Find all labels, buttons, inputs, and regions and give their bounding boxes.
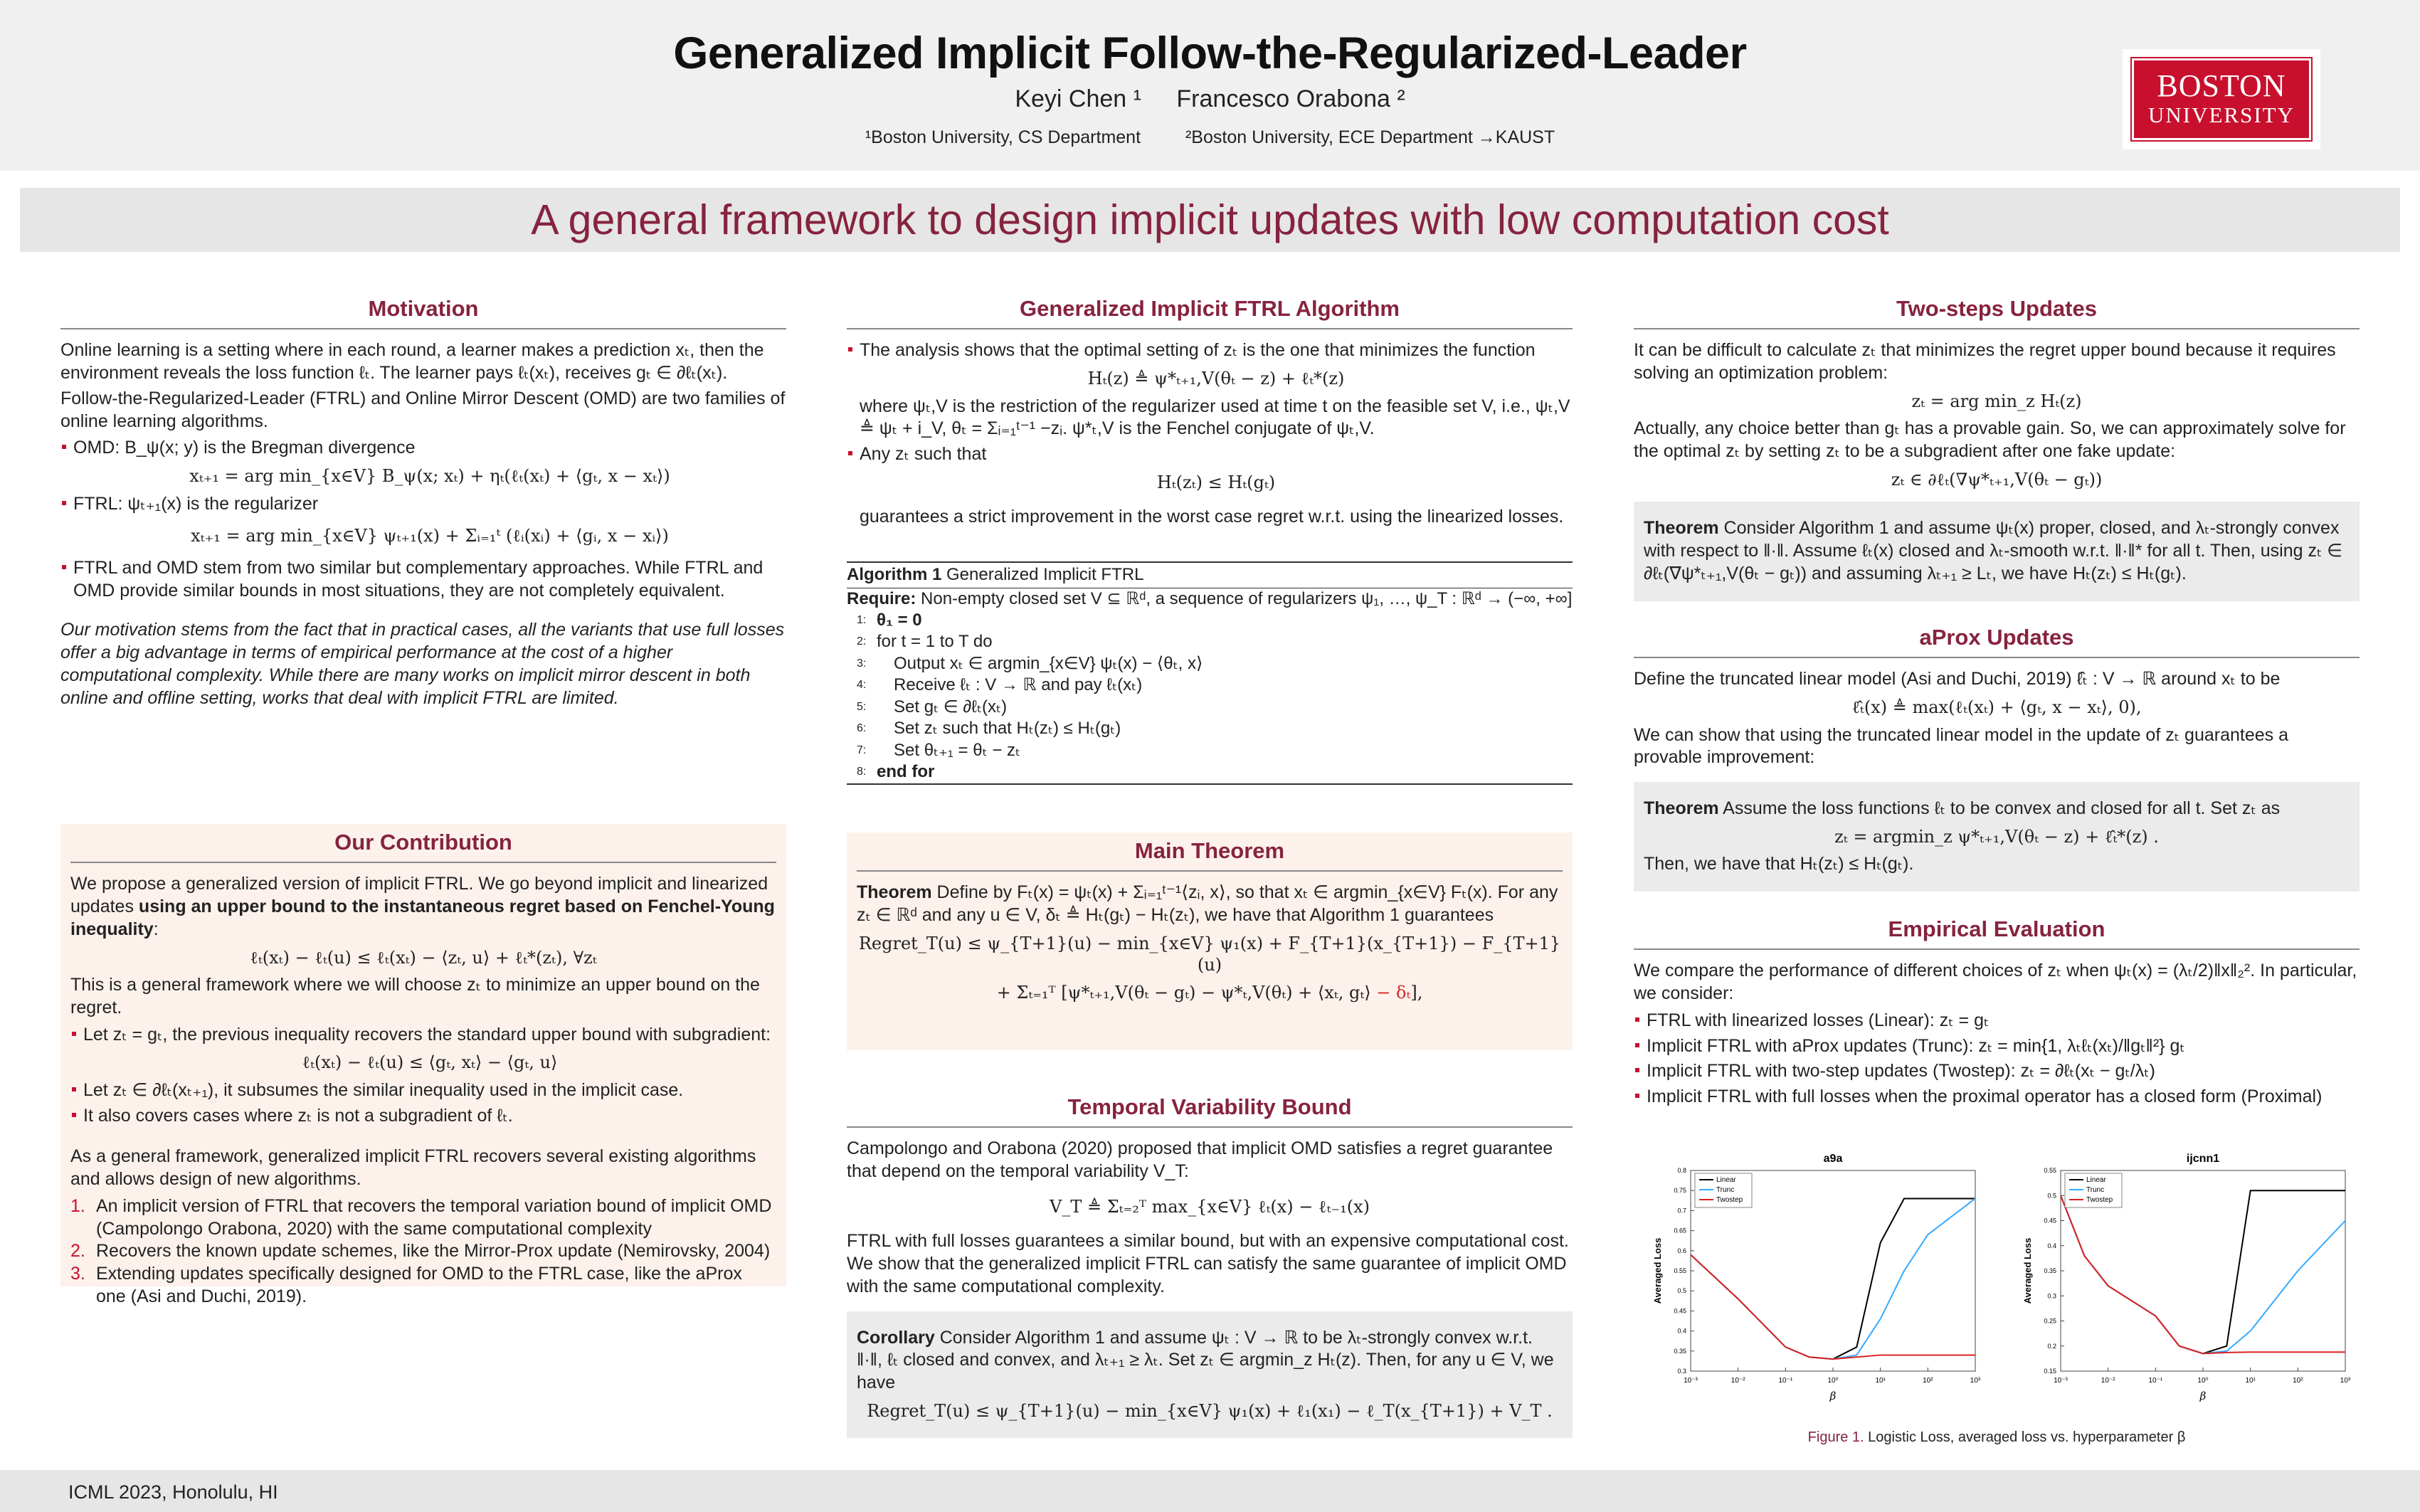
x-tick-label: 10²: [1923, 1377, 1933, 1385]
equation: xₜ₊₁ = arg min_{x∈V} B_ψ(x; xₜ) + ηₜ(ℓₜ(xₜ) + ⟨gₜ, x − xₜ⟩): [189, 466, 670, 487]
bullet: Implicit FTRL with two-step updates (Twostep): zₜ = ∂ℓₜ(xₜ − gₜ/λₜ): [1634, 1060, 2360, 1083]
y-tick-label: 0.75: [1674, 1187, 1686, 1195]
legend-label: Twostep: [2086, 1196, 2113, 1204]
x-axis-label: β: [2199, 1390, 2207, 1402]
affiliation-1: ¹Boston University, CS Department: [865, 127, 1141, 147]
algorithm-line: 2: for t = 1 to T do: [857, 632, 993, 652]
x-tick-label: 10⁰: [1827, 1377, 1839, 1385]
y-tick-label: 0.7: [1677, 1207, 1686, 1215]
bullet-omd: OMD: B_ψ(x; y) is the Bregman divergence xₜ₊₁ = arg min_{x∈V} B_ψ(x; xₜ) + ηₜ(ℓₜ(xₜ) + ⟨gₜ, x − xₜ⟩): [60, 437, 786, 487]
corollary-box: [847, 1311, 1573, 1438]
legend-label: Trunc: [1716, 1186, 1735, 1194]
legend-label: Linear: [2086, 1176, 2106, 1184]
x-tick-label: 10⁻³: [1684, 1377, 1698, 1385]
main-theorem-section: [847, 832, 1573, 1050]
logo-line2: UNIVERSITY: [2148, 102, 2295, 127]
y-tick-label: 0.15: [2044, 1368, 2056, 1375]
y-tick-label: 0.4: [2047, 1242, 2056, 1249]
x-tick-label: 10³: [2340, 1377, 2351, 1385]
equation: ℓₜ(xₜ) − ℓₜ(u) ≤ ℓₜ(xₜ) − ⟨zₜ, u⟩ + ℓₜ*(zₜ), ∀zₜ: [250, 947, 597, 968]
y-tick-label: 0.45: [1674, 1307, 1686, 1315]
y-tick-label: 0.8: [1677, 1167, 1686, 1174]
chart-a9a-svg: [1648, 1149, 1990, 1405]
legend: [1695, 1173, 1752, 1207]
temporal-section: [847, 1093, 1573, 1438]
equation: V_T ≜ Σₜ₌₂ᵀ max_{x∈V} ℓₜ(x) − ℓₜ₋₁(x): [1050, 1196, 1370, 1217]
bullet-list: [60, 437, 786, 602]
y-axis-label: Averaged Loss: [2022, 1237, 2033, 1304]
section-heading: aProx Updates: [1634, 623, 2360, 658]
paragraph: We compare the performance of different choices of zₜ when ψₜ(x) = (λₜ/2)‖x‖₂². In particular, we consider:: [1634, 961, 2357, 1004]
y-tick-label: 0.6: [1677, 1247, 1686, 1254]
equation: ℓ̂ₜ(x) ≜ max(ℓₜ(xₜ) + ⟨gₜ, x − xₜ⟩, 0),: [1851, 697, 2142, 718]
bullet: Let zₜ = gₜ, the previous inequality recovers the standard upper bound with subgradient: ℓₜ(xₜ) − ℓₜ(u) ≤ ⟨gₜ, xₜ⟩ − ⟨gₜ, u⟩: [70, 1024, 776, 1074]
y-tick-label: 0.5: [1677, 1287, 1686, 1295]
legend-label: Linear: [1716, 1176, 1736, 1184]
algorithm-box: [847, 561, 1573, 785]
bullet: The analysis shows that the optimal setting of zₜ is the one that minimizes the function Hₜ(z) ≜ ψ*ₜ₊₁,V(θₜ − z) + ℓₜ*(z) where ψₜ,V is the restriction of the regularizer used at time t on the feasible set V, i.e., ψₜ,V ≜ ψₜ + i_V, θₜ = Σᵢ₌₁ᵗ⁻¹ −zᵢ. ψ*ₜ,V is the Fenchel conjugate of ψₜ,V.: [847, 339, 1573, 440]
algorithm-line: 7: Set θₜ₊₁ = θₜ − zₜ: [857, 740, 1021, 760]
paragraph: This is a general framework where we will choose zₜ to minimize an upper bound on the regret.: [70, 975, 760, 1017]
bullet: It also covers cases where zₜ is not a subgradient of ℓₜ.: [70, 1105, 776, 1128]
aprox-section: [1634, 623, 2360, 892]
theorem-box: [1634, 502, 2360, 601]
author-2: Francesco Orabona ²: [1176, 85, 1405, 112]
y-tick-label: 0.25: [2044, 1317, 2056, 1325]
contribution-section: [60, 824, 786, 1306]
paragraph: As a general framework, generalized implicit FTRL recovers several existing algorithms and allows design of new algorithms.: [70, 1146, 756, 1190]
theorem-text: Then, we have that Hₜ(zₜ) ≤ Hₜ(gₜ).: [1644, 854, 1914, 874]
legend-label: Twostep: [1716, 1196, 1743, 1204]
footer: [0, 1470, 2420, 1512]
paragraph: It can be difficult to calculate zₜ that minimizes the regret upper bound because it requires solving an optimization problem:: [1634, 340, 2336, 384]
y-tick-label: 0.35: [1674, 1347, 1686, 1355]
poster-title: Generalized Implicit Follow-the-Regularized-Leader: [673, 28, 1747, 78]
empirical-section: [1634, 915, 2360, 1113]
list-item: 1. An implicit version of FTRL that recovers the temporal variation bound of implicit OMD (Campolongo Orabona, 2020) with the same computational complexity: [70, 1195, 772, 1239]
bullet-ftrl: FTRL: ψₜ₊₁(x) is the regularizer xₜ₊₁ = arg min_{x∈V} ψₜ₊₁(x) + Σᵢ₌₁ᵗ (ℓᵢ(xᵢ) + ⟨gᵢ, x − xᵢ⟩): [60, 493, 786, 547]
affiliations: [0, 127, 2420, 149]
list-item: 3. Extending updates specifically designed for OMD to the FTRL case, like the aProx one (Asi and Duchi, 2019).: [70, 1264, 742, 1306]
y-tick-label: 0.2: [2047, 1342, 2056, 1350]
x-tick-label: 10¹: [2245, 1377, 2256, 1385]
equation: Hₜ(zₜ) ≤ Hₜ(gₜ): [1156, 472, 1276, 492]
x-tick-label: 10³: [1970, 1377, 1981, 1385]
chart-title: ijcnn1: [2186, 1153, 2220, 1165]
bullet: FTRL with linearized losses (Linear): zₜ = gₜ: [1634, 1010, 2360, 1032]
chart-a9a: [1648, 1149, 1990, 1405]
algorithm-line: 6: Set zₜ such that Hₜ(zₜ) ≤ Hₜ(gₜ): [857, 719, 1121, 739]
motivation-italic: Our motivation stems from the fact that in practical cases, all the variants that use full losses offer a big advantage in terms of empirical performance at the cost of a higher computational complexity. While there are many works on implicit mirror descent in both online and offline setting, works that deal with implicit FTRL are limited.: [60, 620, 785, 708]
bullet-compare: FTRL and OMD stem from two similar but complementary approaches. While FTRL and OMD provide similar bounds in most situations, they are not completely equivalent.: [60, 557, 786, 603]
equation: ℓₜ(xₜ) − ℓₜ(u) ≤ ⟨gₜ, xₜ⟩ − ⟨gₜ, u⟩: [302, 1052, 558, 1073]
x-tick-label: 10⁰: [2197, 1377, 2209, 1385]
affiliation-2: ²Boston University, ECE Department →KAUST: [1185, 127, 1555, 147]
x-axis-label: β: [1829, 1390, 1837, 1402]
legend-label: Trunc: [2086, 1186, 2105, 1194]
algorithm-line: 1: θ₁ = 0: [857, 610, 922, 630]
paragraph: Campolongo and Orabona (2020) proposed that implicit OMD satisfies a regret guarantee that depend on the temporal variability V_T:: [847, 1138, 1553, 1182]
algorithm-line: 5: Set gₜ ∈ ∂ℓₜ(xₜ): [857, 697, 1008, 717]
authors: [0, 84, 2420, 115]
chart-ijcnn1: [2018, 1149, 2360, 1405]
y-tick-label: 0.3: [1677, 1368, 1686, 1375]
equation: zₜ ∈ ∂ℓₜ(∇ψ*ₜ₊₁,V(θₜ − gₜ)): [1891, 469, 2103, 490]
bullet-list: [1634, 1010, 2360, 1109]
x-tick-label: 10⁻²: [1731, 1377, 1745, 1385]
bullet: Let zₜ ∈ ∂ℓₜ(xₜ₊₁), it subsumes the similar inequality used in the implicit case.: [70, 1079, 776, 1102]
paragraph: Define the truncated linear model (Asi and Duchi, 2019) ℓ̂ₜ : V → ℝ around xₜ to be: [1634, 669, 2281, 689]
x-tick-label: 10¹: [1875, 1377, 1886, 1385]
paragraph: We propose a generalized version of implicit FTRL. We go beyond implicit and linearized updates using an upper bound to the instantaneous regret based on Fenchel-Young inequality:: [70, 874, 775, 939]
algorithm-require: Require: Non-empty closed set V ⊆ ℝᵈ, a sequence of regularizers ψ₁, …, ψ_T : ℝᵈ → (−∞, +∞]: [847, 588, 1573, 608]
paragraph: Actually, any choice better than gₜ has a provable gain. So, we can approximately solve for the optimal zₜ by setting zₜ to be a subgradient after one fake update:: [1634, 418, 2346, 462]
list-item: 2. Recovers the known update schemes, like the Mirror-Prox update (Nemirovsky, 2004): [70, 1241, 771, 1262]
bullet: Implicit FTRL with full losses when the proximal operator has a closed form (Proximal): [1634, 1086, 2360, 1109]
y-tick-label: 0.5: [2047, 1192, 2056, 1200]
algorithm-section: [847, 295, 1573, 785]
bullet: Any zₜ such that Hₜ(zₜ) ≤ Hₜ(gₜ): [847, 443, 1573, 493]
theorem-box: [1634, 782, 2360, 892]
x-tick-label: 10⁻¹: [1778, 1377, 1793, 1385]
equation: Regret_T(u) ≤ ψ_{T+1}(u) − min_{x∈V} ψ₁(x) + F_{T+1}(x_{T+1}) − F_{T+1}(u): [858, 933, 1561, 976]
section-heading: Main Theorem: [857, 837, 1563, 872]
y-tick-label: 0.4: [1677, 1327, 1686, 1335]
x-tick-label: 10⁻¹: [2148, 1377, 2163, 1385]
paragraph: Follow-the-Regularized-Leader (FTRL) and Online Mirror Descent (OMD) are two families of online learning algorithms.: [60, 388, 786, 431]
section-heading: Empirical Evaluation: [1634, 915, 2360, 950]
series-line-linear: [1691, 1198, 1975, 1359]
series-line-linear: [2061, 1190, 2345, 1353]
algorithm-line: 3: Output xₜ ∈ argmin_{x∈V} ψₜ(x) − ⟨θₜ, x⟩: [857, 653, 1203, 673]
x-tick-label: 10²: [2293, 1377, 2303, 1385]
equation: + Σₜ₌₁ᵀ [ψ*ₜ₊₁,V(θₜ − gₜ) − ψ*ₜ,V(θₜ) + ⟨xₜ, gₜ⟩ − δₜ],: [996, 982, 1423, 1003]
y-tick-label: 0.55: [1674, 1267, 1686, 1274]
section-heading: Motivation: [60, 295, 786, 329]
chart-title: a9a: [1823, 1153, 1843, 1165]
bullet-list: [847, 339, 1573, 493]
series-line-trunc: [2061, 1195, 2345, 1353]
paragraph: Online learning is a setting where in each round, a learner makes a prediction xₜ, then the environment reveals the loss function ℓₜ. The learner pays ℓₜ(xₜ), receives gₜ ∈ ∂ℓₜ(xₜ).: [60, 340, 764, 384]
algorithm-line: 4: Receive ℓₜ : V → ℝ and pay ℓₜ(xₜ): [857, 675, 1143, 695]
x-tick-label: 10⁻³: [2054, 1377, 2068, 1385]
bullet: Implicit FTRL with aProx updates (Trunc): zₜ = min{1, λₜℓₜ(xₜ)/‖gₜ‖²} gₜ: [1634, 1035, 2360, 1058]
series-line-trunc: [1691, 1198, 1975, 1359]
legend: [2065, 1173, 2122, 1207]
corollary-text: Corollary Consider Algorithm 1 and assume ψₜ : V → ℝ to be λₜ-strongly convex w.r.t. ‖·‖, ℓₜ closed and convex, and λₜ₊₁ ≥ λₜ. Set zₜ ∈ argmin_z Hₜ(z). Then, for any u ∈ V, we have: [857, 1327, 1554, 1393]
paragraph: guarantees a strict improvement in the worst case regret w.r.t. using the linearized losses.: [860, 507, 1564, 527]
paragraph: FTRL with full losses guarantees a similar bound, but with an expensive computational cost. We show that the generalized implicit FTRL can satisfy the same guarantee of implicit OMD with the same computational complexity.: [847, 1231, 1569, 1296]
algorithm-title: Algorithm 1 Generalized Implicit FTRL: [847, 563, 1573, 588]
author-1: Keyi Chen ¹: [1015, 85, 1141, 112]
equation: Regret_T(u) ≤ ψ_{T+1}(u) − min_{x∈V} ψ₁(x) + ℓ₁(x₁) − ℓ_T(x_{T+1}) + V_T .: [867, 1400, 1553, 1421]
chart-ijcnn1-svg: [2018, 1149, 2360, 1405]
equation: xₜ₊₁ = arg min_{x∈V} ψₜ₊₁(x) + Σᵢ₌₁ᵗ (ℓᵢ(xᵢ) + ⟨gᵢ, x − xᵢ⟩): [191, 526, 669, 546]
theorem-text: Theorem Define by Fₜ(x) = ψₜ(x) + Σᵢ₌₁ᵗ⁻¹⟨zᵢ, x⟩, so that xₜ ∈ argmin_{x∈V} Fₜ(x). For any zₜ ∈ ℝᵈ and any u ∈ V, δₜ ≜ Hₜ(gₜ) − Hₜ(zₜ), we have that Algorithm 1 guarantees: [857, 882, 1558, 926]
theorem-text: Theorem Consider Algorithm 1 and assume ψₜ(x) proper, closed, and λₜ-strongly convex with respect to ‖·‖. Assume ℓₜ(x) closed and λₜ-smooth w.r.t. ‖·‖* for all t. Then, using zₜ ∈ ∂ℓₜ(∇ψ*ₜ₊₁,V(θₜ − gₜ)) and assuming λₜ₊₁ ≥ Lₜ, we have Hₜ(zₜ) ≤ Hₜ(gₜ).: [1644, 518, 2343, 583]
y-axis-label: Averaged Loss: [1652, 1237, 1663, 1304]
section-heading: Generalized Implicit FTRL Algorithm: [847, 295, 1573, 329]
y-tick-label: 0.35: [2044, 1267, 2056, 1274]
footer-text: ICML 2023, Honolulu, HI: [68, 1481, 278, 1503]
figure-caption: Figure 1. Logistic Loss, averaged loss vs. hyperparameter β: [1807, 1429, 2186, 1445]
theorem-text: Theorem Assume the loss functions ℓₜ to be convex and closed for all t. Set zₜ as: [1644, 798, 2281, 819]
y-tick-label: 0.55: [2044, 1167, 2056, 1174]
banner: A general framework to design implicit updates with low computation cost: [20, 188, 2400, 252]
x-tick-label: 10⁻²: [2101, 1377, 2115, 1385]
paragraph: We can show that using the truncated linear model in the update of zₜ guarantees a provable improvement:: [1634, 724, 2288, 768]
equation: zₜ = argmin_z ψ*ₜ₊₁,V(θₜ − z) + ℓ̂ₜ*(z) .: [1834, 826, 2159, 847]
section-heading: Temporal Variability Bound: [847, 1093, 1573, 1128]
bullet-list: [70, 1024, 776, 1128]
paragraph: where ψₜ,V is the restriction of the regularizer used at time t on the feasible set V, i.e., ψₜ,V ≜ ψₜ + i_V, θₜ = Σᵢ₌₁ᵗ⁻¹ −zᵢ. ψ*ₜ,V is the Fenchel conjugate of ψₜ,V.: [860, 396, 1570, 439]
twostep-section: [1634, 295, 2360, 601]
logo-line1: BOSTON: [2157, 68, 2286, 103]
section-heading: Two-steps Updates: [1634, 295, 2360, 329]
poster-header: [0, 0, 2420, 171]
motivation-section: [60, 295, 786, 712]
series-line-twostep: [2061, 1195, 2345, 1353]
equation: Hₜ(z) ≜ ψ*ₜ₊₁,V(θₜ − z) + ℓₜ*(z): [1087, 369, 1345, 389]
y-tick-label: 0.65: [1674, 1227, 1686, 1235]
algorithm-line: 8: end for: [857, 762, 935, 782]
series-line-twostep: [1691, 1254, 1975, 1359]
numbered-list: [70, 1195, 776, 1309]
equation: zₜ = arg min_z Hₜ(z): [1911, 391, 2082, 411]
section-heading: Our Contribution: [70, 828, 776, 863]
university-logo: [2123, 49, 2320, 149]
y-tick-label: 0.3: [2047, 1292, 2056, 1300]
y-tick-label: 0.45: [2044, 1217, 2056, 1225]
